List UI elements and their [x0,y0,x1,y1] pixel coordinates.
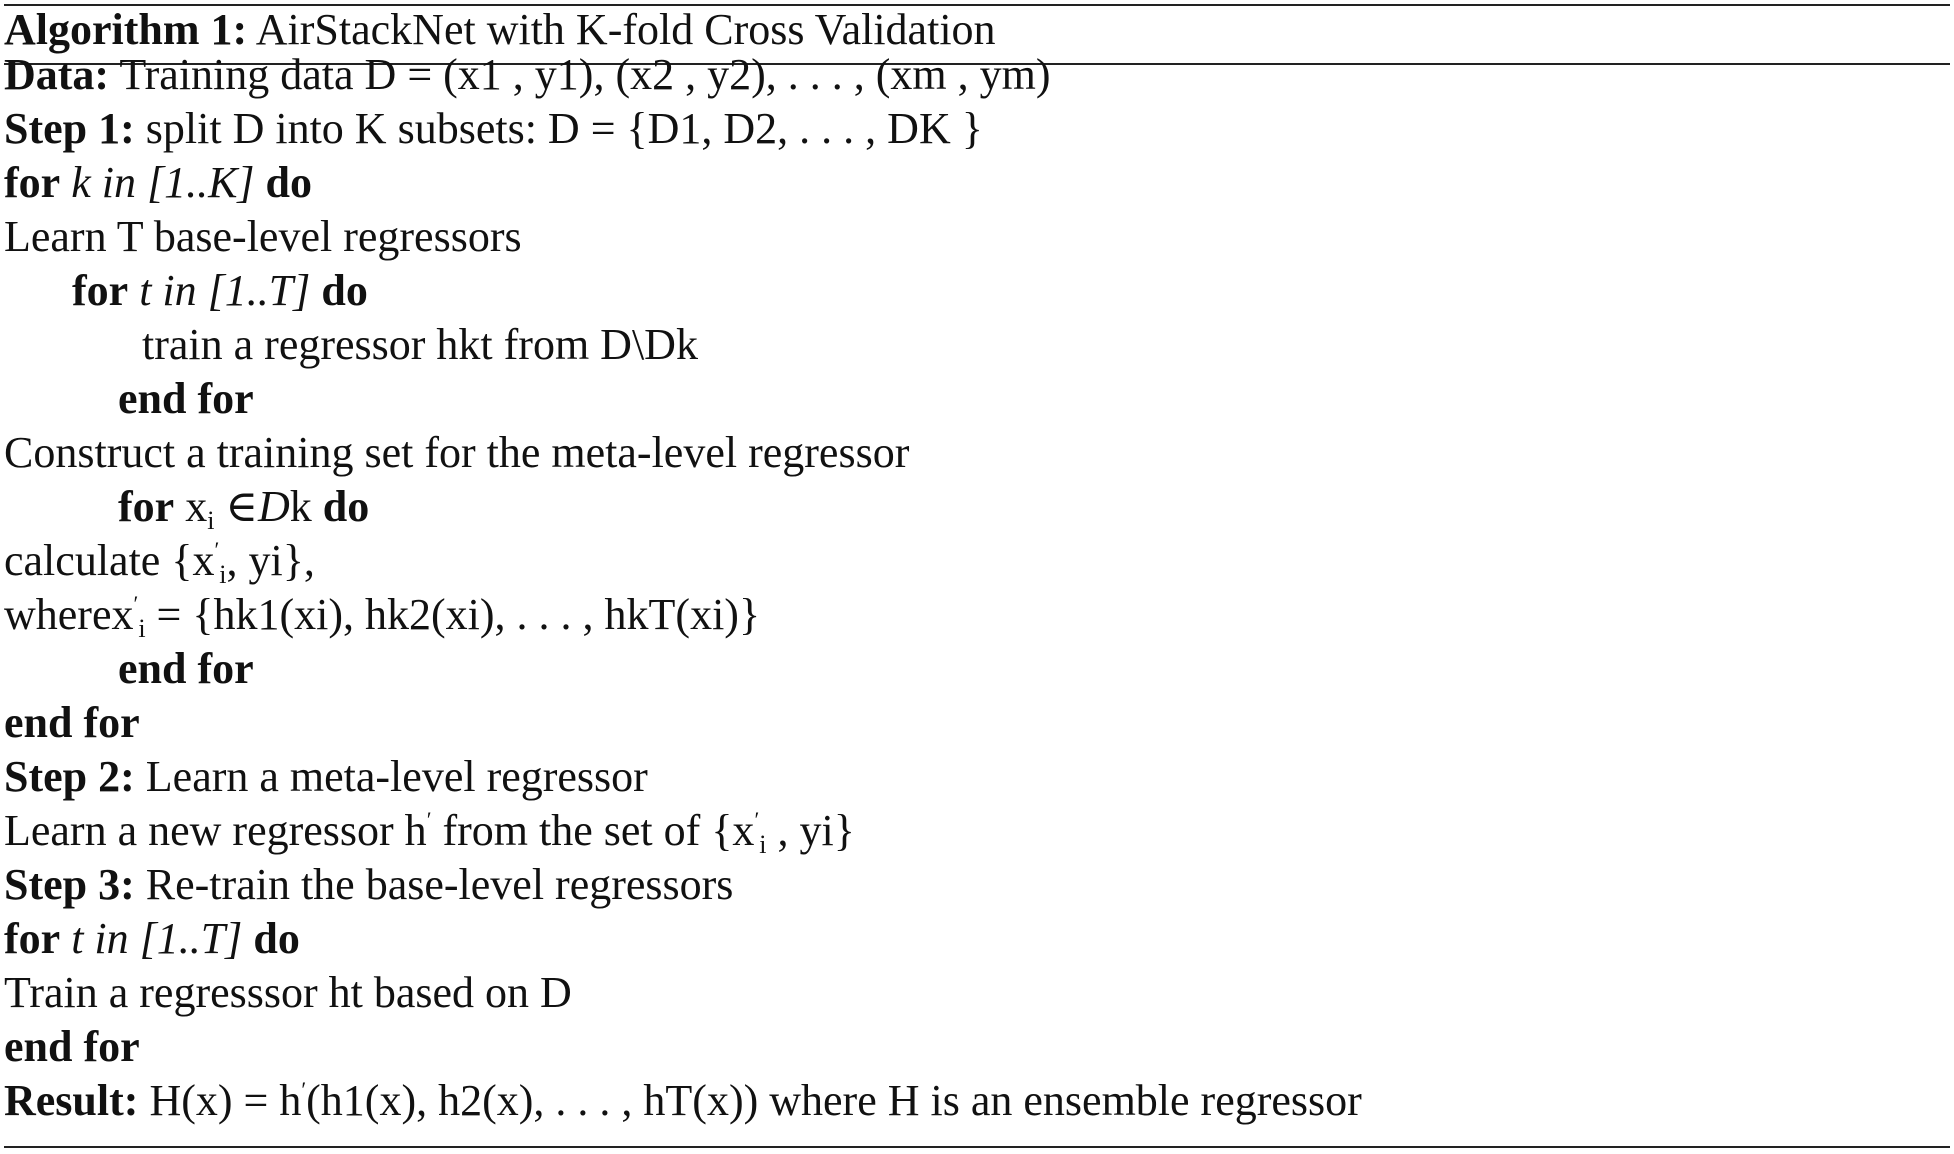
construct-line [4,426,909,480]
prime-mark: ′ [426,807,432,832]
step2-keyword: Step 2: [4,752,135,801]
end-for-inner-line [118,372,254,426]
where-line [4,588,760,642]
for-keyword: for [118,482,175,531]
end-for-keyword: end for [4,1022,140,1071]
where-text: wherex [4,590,134,639]
learn-new-middle: from the set of {x [431,806,755,855]
result-line [4,1074,1362,1128]
learn-new-rest: , yi} [766,806,855,855]
for-t-outer-line [4,912,300,966]
for-keyword: for [4,158,61,207]
train-hkt-line [142,318,698,372]
learn-base-line [4,210,522,264]
for-t-condition: t in [1..T] [71,914,243,963]
calculate-rest: , yi}, [226,536,315,585]
calculate-text: calculate {x [4,536,215,585]
train-ht-text: Train a regresssor ht based on D [4,968,572,1017]
element-of-symbol: ∈ [214,482,258,531]
step2-text: Learn a meta-level regressor [145,752,648,801]
end-for-k-line [4,696,140,750]
end-for-keyword: end for [118,644,254,693]
step2-line [4,750,648,804]
end-for-keyword: end for [4,698,140,747]
step3-keyword: Step 3: [4,860,135,909]
for-t-condition: t in [1..T] [139,266,311,315]
data-text: Training data D = (x1 , y1), (x2 , y2), . . . , (xm , ym) [119,50,1051,99]
result-keyword: Result: [4,1076,139,1125]
data-keyword: Data: [4,50,110,99]
i-subscript: i [138,614,146,643]
for-t-inner-line [72,264,368,318]
xi-subscript: i [207,506,215,535]
set-d: D [258,482,290,531]
bottom-rule [4,1146,1950,1148]
i-subscript: i [219,560,227,589]
step1-text: split D into K subsets: D = {D1, D2, . . . , DK } [145,104,983,153]
i-subscript: i [759,830,767,859]
for-xi-line [118,480,369,534]
learn-base-text: Learn T base-level regressors [4,212,522,261]
algorithm-label: Algorithm 1: [4,5,248,54]
algorithm-title: AirStackNet with K-fold Cross Validation [255,5,996,54]
prime-mark: ′ [754,807,760,832]
for-keyword: for [72,266,129,315]
set-k: k [289,482,312,531]
step1-line [4,102,983,156]
where-rest: = {hk1(xi), hk2(xi), . . . , hkT(xi)} [145,590,761,639]
result-text: H(x) = h [149,1076,302,1125]
do-keyword: do [321,266,368,315]
step3-text: Re-train the base-level regressors [145,860,734,909]
step3-line [4,858,733,912]
construct-text: Construct a training set for the meta-level regressor [4,428,910,477]
for-keyword: for [4,914,61,963]
end-for-keyword: end for [118,374,254,423]
prime-mark: ′ [214,537,220,562]
do-keyword: do [253,914,300,963]
result-rest: (h1(x), h2(x), . . . , hT(x)) where H is an ensemble regressor [306,1076,1362,1125]
learn-new-line [4,804,855,858]
end-for-t-line [4,1020,140,1074]
prime-mark: ′ [133,591,139,616]
data-line [4,48,1051,102]
learn-new-text: Learn a new regressor h [4,806,427,855]
xi-variable: x [185,482,208,531]
for-k-condition: k in [1..K] [71,158,255,207]
calculate-line [4,534,315,588]
prime-mark: ′ [301,1077,307,1102]
do-keyword: do [265,158,313,207]
step1-keyword: Step 1: [4,104,135,153]
for-k-line [4,156,312,210]
train-ht-line [4,966,572,1020]
train-hkt-text: train a regressor hkt from D\Dk [142,320,698,369]
do-keyword: do [322,482,370,531]
end-for-xi-line [118,642,254,696]
